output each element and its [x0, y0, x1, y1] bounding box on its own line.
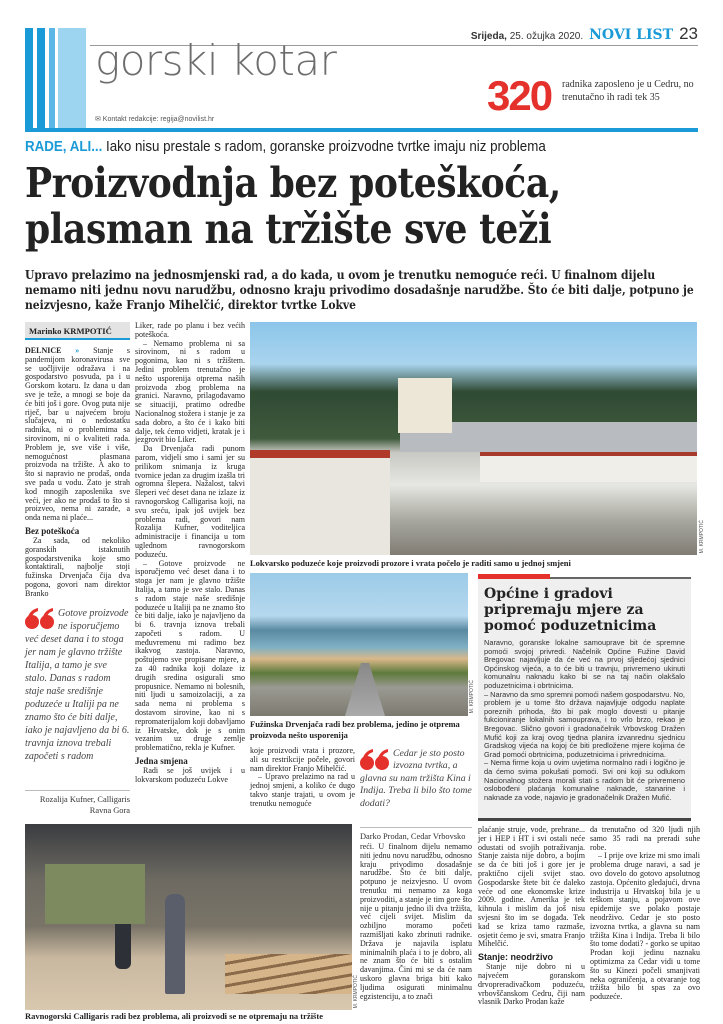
article-column — [135, 322, 245, 785]
paragraph: Liker, rade po planu i bez većih poteškoća. — [135, 321, 245, 339]
section-bar — [25, 28, 33, 130]
sidebar-box — [478, 577, 691, 821]
pull-quote — [25, 607, 130, 763]
article-column — [250, 747, 355, 809]
standfirst: Upravo prelazimo na jednosmjenski rad, a do kada, u ovom je trenutku nemoguće reći. U finalnom dijelu nemamo niti jednu novu narudžbu, odnosno kraju privodimo dosadašnje narudžbe. Što će biti dalje, potpuno je neizvjesno, kaže Franjo Mihelčić, direktor tvrtke Lokve — [25, 268, 694, 312]
newspaper-logo: NOVI LIST — [589, 27, 674, 43]
byline: Marinko KRMPOTIĆ — [25, 322, 130, 340]
weekday: Srijeda, — [470, 31, 507, 42]
page-number: 23 — [679, 24, 698, 43]
section-bar — [58, 28, 86, 130]
building — [250, 450, 390, 555]
paragraph: Naravno, goranske lokalne samouprave bit će spremne pomoći svojoj privredi. Načelnik Općine Fužine David Bregovac najavljuje da će već na prvoj sljedećoj sjednici Općinskog vijeća, a to će biti u travnju, privremeno ukinuti komunalnu naknadu kako bi se na taj način olakšalo poduzetnicima i obrtnicima. — [484, 638, 685, 690]
subheading: Jedna smjena — [135, 756, 188, 767]
paragraph: reći. U finalnom dijelu nemamo niti jednu novu narudžbu, odnosno kraju privodimo dosadašnje narudžbe. Što će biti dalje, potpuno je neizvjesno. U ovom trenutku mi nemamo za koga proizvoditi, a stanje je tim gore što nije u pitanju jedno ili dva tržišta, već cijeli svijet. Mislim da ozbiljno moramo početi razmišljati kako zbrinuti radnike. Država je najavila isplatu minimalnih plaća i to je dobro, ali ne znam što će biti s ostalim davanjima. Čini mi se da će nam uskoro glavna briga biti kako ljudima osigurati minimalnu egzistenciju, a to znači — [360, 842, 472, 1001]
subheading: Stanje: neodrživo — [478, 952, 554, 963]
paragraph: Da Drvenjača radi punom parom, vidjeli smo i sami jer su prilikom snimanja iz kruga tvornice jedan za drugim izašla tri ogromna šlepera. Nažalost, takvi šleperi već deset dana ne izlaze iz ravnogorskog Calligarisa koji, na svu sreću, ipak još uvijek bez problema radi, govori nam Rozalija Kufner, voditeljica administracije i financija u tom uglednom ravnogorskom poduzeću. — [135, 444, 245, 559]
photo-caption: Ravnogorski Calligaris radi bez problema, ali proizvodi se ne otpremaju na tržište — [25, 1011, 323, 1021]
photo-lokve-factory — [250, 322, 697, 555]
house — [398, 378, 452, 433]
paragraph: koje proizvodi vrata i prozore, ali su restrikcije počele, govori nam direktor Franjo Mihelčić. — [250, 746, 355, 773]
quote-author: Rozalija Kufner, Calligaris Ravna Gora — [25, 790, 130, 816]
paragraph: Stanje s pandemijom koronavirusa sve se uočljivije odražava i na gospodarstvo posvuda, pa i u Gorskom kotaru. Iz dana u dan sve je teže, a mnogi se boje da će biti još i gore. Ovog puta nije riječ, bar u najvećem broju slučajeva, ni o nedostatku radnika, ni o problemima sa sirovinom, ni o kvaliteti rada. Problem je, sve više i više, nemogućnost plasmana proizvoda na tržište. A ako to što si napravio ne prodaš, onda sve pada u vodu. Zato je strah kod mnogih zaposlenika sve veći, jer ako ne prodaš to što si proizveo, nema ni zarade, a onda nema ni plaće... — [25, 346, 130, 523]
paragraph: – Naravno da smo spremni pomoći našem gospodarstvu. No, problem je u tome što država najavljuje odgodu naplate poreznih prihoda, što bi pak moglo dovesti u pitanje fukcioniranje lokalnih samouprava, i to vrlo brzo, rekao je Bregovac. Slično govori i gradonačelnik Vrbovskog Dražen Mufić koji za kraj ovog tjedna planira izvanrednu sjednicu Gradskog vijeća na kojoj će biti predložene mjere kojima će Grad pomoći obrtnicima, poduzetnicima i privrednicima. — [484, 689, 685, 759]
paragraph: – Gotove proizvode ne isporučjemo već deset dana i to stoga jer nam je glavno tržište Italija, a tamo je sve stalo. Danas s radom staje naše središnje poduzeće u Italiji pa ne znamo što će biti dalje, iako je najavljeno da bi 6. travnja iznova trebali započeti s radom. U međuvremenu mi radimo bez ikakvog zastoja. Naravno, poštujemo sve propisane mjere, a za 40 radnika koji dolaze iz drugih sredina osigurali smo propusnice. Nemamo ni bolesnih, niti ljudi u samoizolaciji, a za sada nema ni problema s dostavom sirovine, kao ni s repromaterijalom koji dobavljamo iz Hrvatske, dok je s onim vezanim uz druge zemlje problematično, rekla je Kufner. — [135, 558, 245, 753]
photo-credit: M. KRMPOTIĆ — [699, 520, 705, 554]
photo-caption: Fužinska Drvenjača radi bez problema, jedino je otprema proizvoda nešto usporenija — [250, 719, 460, 740]
paragraph: – Nemamo problema ni sa sirovinom, ni s radom u pogonima, kao ni s tržištem. Jedini problem trenutačno je nešto usporenija otprema naših proizvoda zbog problema na granici. Naravno, prilagođavamo se situaciji, pratimo odredbe Nacionalnog stožera i stanje je za sada dobro, a što će i kako biti dalje, tek ćemo vidjeti, kratak je i jezgrovit bio Liker. — [135, 338, 245, 445]
article-column — [25, 347, 130, 599]
section-bar — [49, 28, 55, 130]
article-column — [360, 843, 472, 1001]
issue-date: 25. ožujka 2020. — [509, 31, 584, 42]
road — [345, 663, 385, 716]
photo-credit: M. KRMPOTIĆ — [469, 680, 475, 714]
photo-fuzine-factory — [250, 573, 468, 716]
headline-line: Proizvodnja bez poteškoća, — [25, 159, 561, 207]
paragraph: – Nema firme koja u ovim uvjetima normalno radi i logično je da ćemo svima pokušati pomoći. Svi oni koji su odlukom Nacionalnog stožera morali stati s radom bit će privremeno oslobođeni plaćanja komunalne naknade, stanarine i naknade za vode, najavio je gradonačelnik Dražen Mufić. — [484, 758, 685, 802]
article-column — [590, 826, 700, 1002]
paragraph: Radi se još uvijek i u lokvarskom poduzeću Lokve — [135, 766, 245, 784]
photo-caption: Lokvarsko poduzeće koje proizvodi prozore i vrata počelo je raditi samo u jednoj smjeni — [250, 558, 571, 568]
quote-mark-icon — [360, 748, 390, 772]
paragraph: Za sada, od nekoliko goranskih istaknutih gospodarstvenika koje smo kontaktirali, najbolje stoji fužinska Drvenjača čija dva pogona, govori nam direktor Branko — [25, 535, 130, 598]
photo-calligaris-sawmill — [25, 824, 352, 1010]
worker — [165, 894, 185, 994]
machine — [45, 864, 145, 924]
dateline-location: DELNICE » — [25, 346, 94, 355]
divider — [25, 128, 698, 132]
quote-text: Cedar je sto posto izvozna tvrtka, a glavna su nam tržišta Kina i Indija. Treba li bilo što tome dodati? — [360, 748, 472, 809]
photo-credit: M. KRMPOTIĆ — [353, 975, 359, 1009]
kicker-text: Iako nisu prestale s radom, goranske proizvodne tvrtke imaju niz problema — [102, 139, 546, 155]
headline-line: plasman na tržište sve teži — [25, 205, 552, 253]
pull-quote — [360, 748, 475, 810]
section-bar — [37, 28, 45, 130]
paragraph: Stanje nije dobro ni u najvećem goranskom drvopreradivačkom poduzeću, vrbovščanskom Cedru, čiji nam vlasnik Darko Prodan kaže — [478, 962, 585, 1007]
article-column — [478, 826, 585, 1007]
kicker-label: RADE, ALI... — [25, 139, 103, 155]
paragraph: plaćanje struje, vode, prehrane... jer i HEP i HT i svi ostali neće odustati od svojih potraživanja. Stanje zaista nije dobro, a bojim se da će biti još i gore jer je praktično cijeli svijet stao. Gospodarske štete bit će daleko veće od one ekonomske krize 2009. godine. Amerika je tek kihnula i mislim da još nisu svjesni što im se događa. Tek kad se kriza tamo razmaše, osjetit ćemo je svi, smatra Franjo Mihelčić. — [478, 825, 585, 949]
sidebar-title: Općine i gradovi pripremaju mjere za pomoć poduzetnicima — [484, 586, 657, 634]
dateline — [471, 24, 698, 44]
quote-mark-icon — [25, 607, 55, 631]
paragraph: – I prije ove krize mi smo imali problema druge naravi, a sad je ovo dovelo do gotovo apsolutnog zastoja. Općenito gledajući, drvna industrija u Hrvatskoj bila je u teškom stanju, a pojavom ove epidemije sve polako postaje neodrživo. Cedar je sto posto izvozna tvrtka, a glavna su nam tržišta Kina i Indija. Treba li bilo što tome dodati? - gorko se upitao Prodan koji jedinu naznaku optimizma za Cedar vidi u tome što su Kinezi počeli smanjivati neka ograničenja, a otvaranje tog tržišta bilo bi spas za ovo poduzeće. — [590, 851, 700, 1002]
kicker — [25, 139, 546, 155]
quote-author: Darko Prodan, Cedar Vrbovsko — [360, 827, 472, 842]
timber — [225, 954, 352, 994]
paragraph: da trenutačno od 320 ljudi njih samo 35 radi na preradi suhe robe. — [590, 825, 700, 852]
subheading: Bez poteškoća — [25, 525, 80, 536]
paragraph: – Upravo prelazimo na rad u jednoj smjeni, a koliko će dugo takvo stanje trajati, u ovom je trenutku nemoguće — [250, 772, 355, 808]
section-title: gorski kotar — [95, 36, 337, 85]
sidebar-tab — [478, 574, 550, 579]
fact-text: radnika zaposleno je u Cedru, no trenutačno ih radi tek 35 — [562, 79, 694, 103]
fact-number: 320 — [487, 72, 552, 119]
contact-line: ✉ Kontakt redakcije: regija@novilist.hr — [95, 116, 215, 123]
headline — [25, 160, 641, 252]
quote-text: Gotove proizvode ne isporučjemo već deset dana i to stoga jer nam je glavno tržište Italija, a tamo je sve stalo. Danas s radom staje naše središnje poduzeće u Italiji pa ne znamo što će biti dalje, iako je najavljeno da bi 6. travnja iznova trebali započeti s radom — [25, 608, 130, 762]
building — [480, 452, 697, 482]
